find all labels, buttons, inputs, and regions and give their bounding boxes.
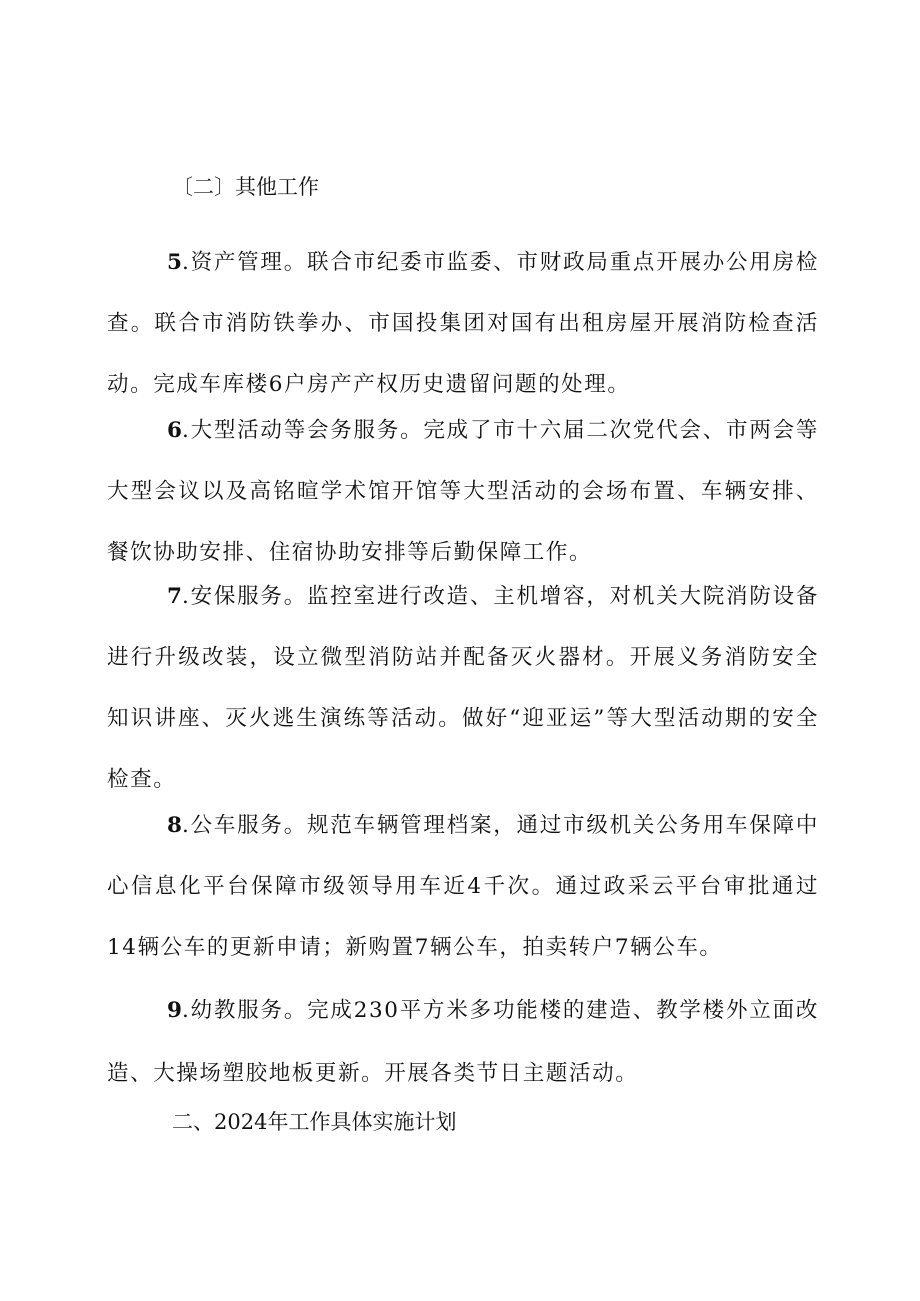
item-text: .安保服务。监控室进行改造、主机增容，对机关大院消防设备进行升级改装，设立微型消防站并配备灭火器材。开展义务消防安全知识讲座、灭火逃生演练等活动。做好“迎亚运”等大型活动期的安全检查。 bbox=[107, 584, 819, 792]
section-heading-2024-plan: 二、2024年工作具体实施计划 bbox=[172, 1110, 457, 1134]
item-number: 9 bbox=[167, 998, 182, 1023]
item-kindergarten-services bbox=[107, 979, 819, 1105]
item-text: .大型活动等会务服务。完成了市十六届二次党代会、市两会等大型会议以及高铭暄学术馆开馆等大型活动的会场布置、车辆安排、餐饮协助安排、住宿协助安排等后勤保障工作。 bbox=[107, 418, 819, 565]
item-number: 8 bbox=[167, 813, 182, 838]
item-event-services bbox=[107, 400, 819, 583]
item-text: .公车服务。规范车辆管理档案，通过市级机关公务用车保障中心信息化平台保障市级领导用车近4千次。通过政采云平台审批通过14辆公车的更新申请；新购置7辆公车，拍卖转户7辆公车。 bbox=[107, 813, 819, 960]
item-number: 6 bbox=[167, 418, 182, 443]
item-number: 5 bbox=[167, 250, 182, 275]
item-vehicle-services bbox=[107, 795, 819, 978]
item-text: .幼教服务。完成230平方米多功能楼的建造、教学楼外立面改造、大操场塑胶地板更新。开展各类节日主题活动。 bbox=[107, 998, 819, 1086]
item-security-services bbox=[107, 566, 819, 810]
item-text: .资产管理。联合市纪委市监委、市财政局重点开展办公用房检查。联合市消防铁拳办、市国投集团对国有出租房屋开展消防检查活动。完成车库楼6户房产产权历史遗留问题的处理。 bbox=[107, 250, 819, 397]
section-heading-other-work: 〔二〕其他工作 bbox=[172, 175, 319, 199]
item-asset-management bbox=[107, 232, 819, 415]
item-number: 7 bbox=[167, 584, 182, 609]
